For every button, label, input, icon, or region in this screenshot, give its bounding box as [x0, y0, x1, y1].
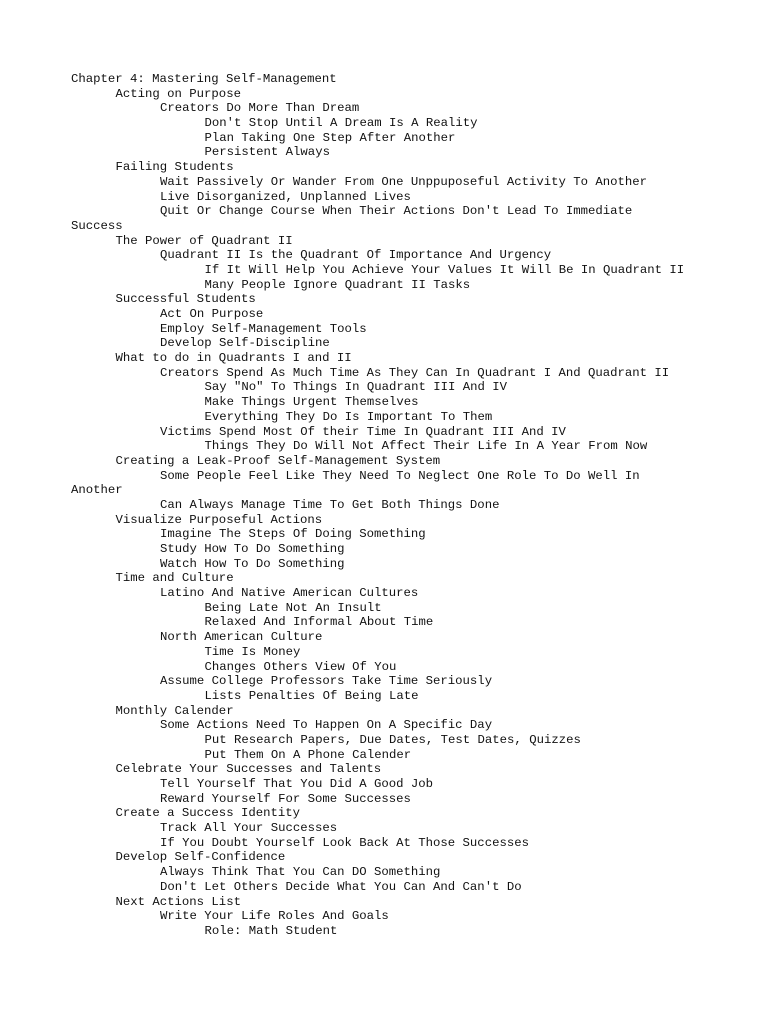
section-heading: Creating a Leak-Proof Self-Management System: [115, 453, 441, 468]
subpoint: Latino And Native American Cultures: [160, 586, 419, 601]
subpoint: Don't Let Others Decide What You Can And Can't Do: [160, 879, 522, 894]
section-heading: Acting on Purpose: [115, 86, 241, 101]
section-heading: Next Actions List: [115, 894, 241, 909]
subpoint: Track All Your Successes: [160, 821, 338, 836]
section-heading: What to do in Quadrants I and II: [115, 351, 352, 366]
detail-point: Many People Ignore Quadrant II Tasks: [204, 277, 471, 292]
section-heading: Visualize Purposeful Actions: [115, 512, 323, 527]
subpoint: Some People Feel Like They Need To Neglect One Role To Do Well In: [160, 468, 640, 483]
subpoint: Creators Do More Than Dream: [160, 101, 360, 116]
section-heading: Create a Success Identity: [115, 806, 300, 821]
section-heading: Celebrate Your Successes and Talents: [115, 762, 382, 777]
detail-point: Make Things Urgent Themselves: [204, 395, 419, 410]
subpoint: Can Always Manage Time To Get Both Things Done: [160, 497, 500, 512]
detail-point: Put Research Papers, Due Dates, Test Dates, Quizzes: [204, 732, 581, 747]
subpoint: Wait Passively Or Wander From One Unppuposeful Activity To Another: [160, 174, 648, 189]
detail-point: Relaxed And Informal About Time: [204, 615, 434, 630]
subpoint: Employ Self-Management Tools: [160, 321, 367, 336]
detail-point: Don't Stop Until A Dream Is A Reality: [204, 116, 478, 131]
detail-point: Changes Others View Of You: [204, 659, 397, 674]
wrapped-text-line: Another: [71, 483, 123, 498]
subpoint: Study How To Do Something: [160, 542, 345, 556]
section-heading: Develop Self-Confidence: [115, 850, 286, 865]
detail-point: Being Late Not An Insult: [204, 600, 382, 615]
subpoint: Assume College Professors Take Time Seriously: [160, 674, 493, 689]
detail-point: Role: Math Student: [204, 923, 338, 938]
detail-point: Time Is Money: [204, 644, 301, 659]
subpoint: If You Doubt Yourself Look Back At Those Successes: [160, 835, 529, 850]
subpoint: Victims Spend Most Of their Time In Quadrant III And IV: [160, 424, 566, 439]
section-heading: Failing Students: [115, 160, 234, 175]
detail-point: Put Them On A Phone Calender: [204, 747, 412, 762]
subpoint: Tell Yourself That You Did A Good Job: [160, 777, 434, 791]
detail-point: Say "No" To Things In Quadrant III And IV: [204, 380, 508, 395]
subpoint: Quit Or Change Course When Their Actions Don't Lead To Immediate: [160, 204, 633, 219]
chapter-title: Chapter 4: Mastering Self-Management: [71, 72, 337, 86]
detail-point: Lists Penalties Of Being Late: [204, 688, 419, 703]
wrapped-text-line: Success: [71, 218, 123, 233]
section-heading: Monthly Calender: [115, 703, 234, 718]
subpoint: Imagine The Steps Of Doing Something: [160, 527, 426, 542]
subpoint: Develop Self-Discipline: [160, 336, 330, 351]
subpoint: North American Culture: [160, 630, 323, 645]
subpoint: Write Your Life Roles And Goals: [160, 909, 389, 924]
detail-point: Persistent Always: [204, 145, 330, 160]
detail-point: Things They Do Will Not Affect Their Life In A Year From Now: [204, 439, 648, 454]
chapter-outline: [71, 72, 711, 939]
subpoint: Quadrant II Is the Quadrant Of Importance And Urgency: [160, 248, 552, 263]
subpoint: Watch How To Do Something: [160, 556, 345, 571]
subpoint: Reward Yourself For Some Successes: [160, 791, 411, 806]
subpoint: Live Disorganized, Unplanned Lives: [160, 189, 411, 204]
detail-point: Everything They Do Is Important To Them: [204, 409, 493, 424]
subpoint: Always Think That You Can DO Something: [160, 865, 441, 880]
section-heading: Time and Culture: [115, 571, 234, 586]
subpoint: Act On Purpose: [160, 307, 264, 321]
section-heading: The Power of Quadrant II: [115, 233, 293, 248]
subpoint: Creators Spend As Much Time As They Can In Quadrant I And Quadrant II: [160, 365, 670, 380]
section-heading: Successful Students: [115, 292, 256, 307]
subpoint: Some Actions Need To Happen On A Specific Day: [160, 718, 493, 733]
detail-point: Plan Taking One Step After Another: [204, 130, 456, 145]
detail-point: If It Will Help You Achieve Your Values It Will Be In Quadrant II: [204, 262, 685, 277]
